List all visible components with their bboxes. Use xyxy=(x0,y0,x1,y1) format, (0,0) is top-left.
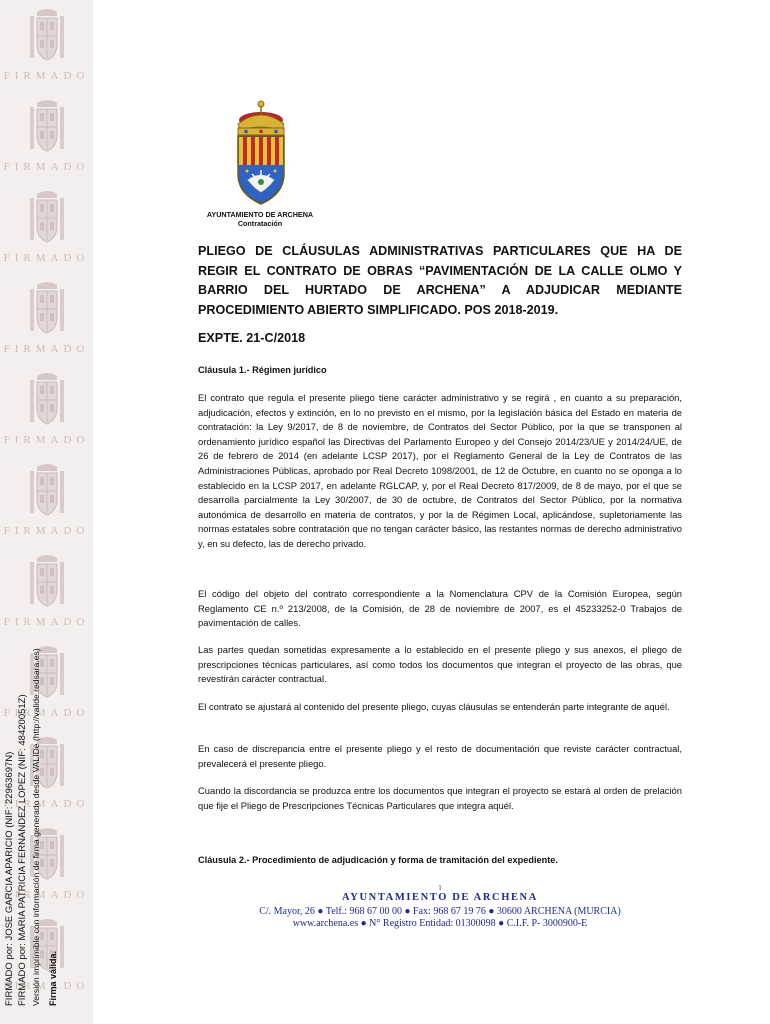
stamp-word: FIRMADO xyxy=(3,525,90,537)
stamp-word: FIRMADO xyxy=(3,161,90,173)
clause-1-heading: Cláusula 1.- Régimen jurídico xyxy=(198,365,327,375)
title-line: REGIR EL CONTRATO DE OBRAS “PAVIMENTACIÓN DE LA CALLE OLMO Y xyxy=(198,263,682,278)
paragraph-adjustment: El contrato se ajustará al contenido del presente pliego, cuyas cláusulas se entenderán parte integrante de aquél. xyxy=(198,701,670,712)
spain-crest-icon xyxy=(28,370,66,430)
paragraph-parties: Las partes quedan sometidas expresamente a lo establecido en el presente pliego y sus anexos, el pliego de prescripciones técnicas particulares, así como todos los documentos que integran el proyecto de las obras, que revestirán carácter contractual. xyxy=(198,644,682,685)
stamp-word: FIRMADO xyxy=(3,798,90,810)
signature-line-3: Versión imprimible con información de firma generado desde VALIDe (http://valide.redsara.es) xyxy=(31,648,41,1006)
stamp-word: FIRMADO xyxy=(3,980,90,992)
stamp-word: FIRMADO xyxy=(3,616,90,628)
spain-crest-icon xyxy=(28,97,66,157)
footer-address: C/. Mayor, 26 ● Telf.: 968 67 00 00 ● Fax: 968 67 19 76 ● 30600 ARCHENA (MURCIA) xyxy=(259,906,621,917)
paragraph-discordance: Cuando la discordancia se produzca entre los documentos que integran el proyecto se estará al orden de prelación que fije el Pliego de Prescripciones Técnicas Particulares que integra aquél. xyxy=(198,785,682,811)
paragraph-discrepancy: En caso de discrepancia entre el presente pliego y el resto de documentación que reviste carácter contractual, prevalecerá el presente pliego. xyxy=(198,743,682,769)
coat-of-arms-icon xyxy=(226,96,296,210)
paragraph-cpv-code: El código del objeto del contrato correspondiente a la Nomenclatura CPV de la Comisión Europea, según Reglamento CE n.º 213/2008, de la Comisión, de 28 de noviembre de 2007, es el 45233252-0 Trabajos de pavimentación de calles. xyxy=(198,588,682,629)
firmado-stamp xyxy=(0,455,93,555)
firmado-stamp xyxy=(0,637,93,737)
title-line: BARRIO DEL HURTADO DE ARCHENA” A ADJUDICAR MEDIANTE xyxy=(198,283,682,297)
signature-line-4: Firma válida. xyxy=(48,950,58,1006)
stamp-word: FIRMADO xyxy=(3,707,90,719)
firmado-stamp xyxy=(0,546,93,646)
clause-2-heading: Cláusula 2.- Procedimiento de adjudicación y forma de tramitación del expediente. xyxy=(198,855,558,865)
stamp-word: FIRMADO xyxy=(3,889,90,901)
spain-crest-icon xyxy=(28,461,66,521)
spain-crest-icon xyxy=(28,6,66,66)
org-name: AYUNTAMIENTO DE ARCHENA xyxy=(206,210,314,219)
spain-crest-icon xyxy=(28,552,66,612)
footer-org-name: AYUNTAMIENTO DE ARCHENA xyxy=(342,892,538,903)
stamp-word: FIRMADO xyxy=(3,434,90,446)
stamp-word: FIRMADO xyxy=(3,252,90,264)
firmado-stamp xyxy=(0,182,93,282)
footer-contact: www.archena.es ● N° Registro Entidad: 01300098 ● C.I.F. P- 3000900-E xyxy=(292,918,588,929)
title-line: PROCEDIMIENTO ABIERTO SIMPLIFICADO. POS 2018-2019. xyxy=(198,302,559,317)
stamp-word: FIRMADO xyxy=(3,70,90,82)
signature-line-2: FIRMADO por: MARIA PATRICIA FERNANDEZ LOPEZ (NIF: 48420051Z) xyxy=(17,694,28,1006)
stamp-word: FIRMADO xyxy=(3,343,90,355)
firmado-stamp xyxy=(0,364,93,464)
page-number: 1 xyxy=(438,884,442,892)
firmado-stamp xyxy=(0,91,93,191)
spain-crest-icon xyxy=(28,188,66,248)
signature-line-1: FIRMADO por: JOSE GARCIA APARICIO (NIF: 22963697N) xyxy=(4,751,15,1006)
paragraph-legal-regime: El contrato que regula el presente pliego tiene carácter administrativo y se regirá , en cuanto a su preparación, adjudicación, efectos y extinción, en lo no previsto en el mismo, por la legislación básica del Estado en materia de contratación: la Ley 9/2017, de 8 de noviembre, de Contratos del Sector Público, por la que se transponen al ordenamiento jurídico español las Directivas del Parlamento Europeo y del Consejo 2014/23/UE y 2014/24/UE, de 26 de febrero de 2014 (en adelante LCSP 2017), por el Reglamento General de la Ley de Contratos de las Administraciones Públicas, aprobado por Real Decreto 1098/2001, de 12 de Octubre, en cuanto no se oponga a lo establecido en la LCSP 2017, en adelante RGLCAP, y, por el Real Decreto 817/2009, de 8 de mayo, por el que se desarrolla parcialmente la Ley 30/2007, de 30 de octubre, de Contratos del Sector Público, por la normativa autonómica de desarrollo en materia de contratos, y por la de Régimen Local, aplicándose, supletoriamente las normas estatales sobre contratación que no tengan carácter básico, las restantes normas de derecho administrativo y, en su defecto, las de derecho privado. xyxy=(198,392,682,549)
signature-sidebar xyxy=(0,0,93,1024)
department-name: Contratación xyxy=(237,219,283,228)
spain-crest-icon xyxy=(28,279,66,339)
firmado-stamp xyxy=(0,0,93,100)
expediente-number: EXPTE. 21-C/2018 xyxy=(198,331,306,345)
firmado-stamp xyxy=(0,273,93,373)
title-line: PLIEGO DE CLÁUSULAS ADMINISTRATIVAS PARTICULARES QUE HA DE xyxy=(198,244,682,258)
document-title xyxy=(198,242,682,320)
